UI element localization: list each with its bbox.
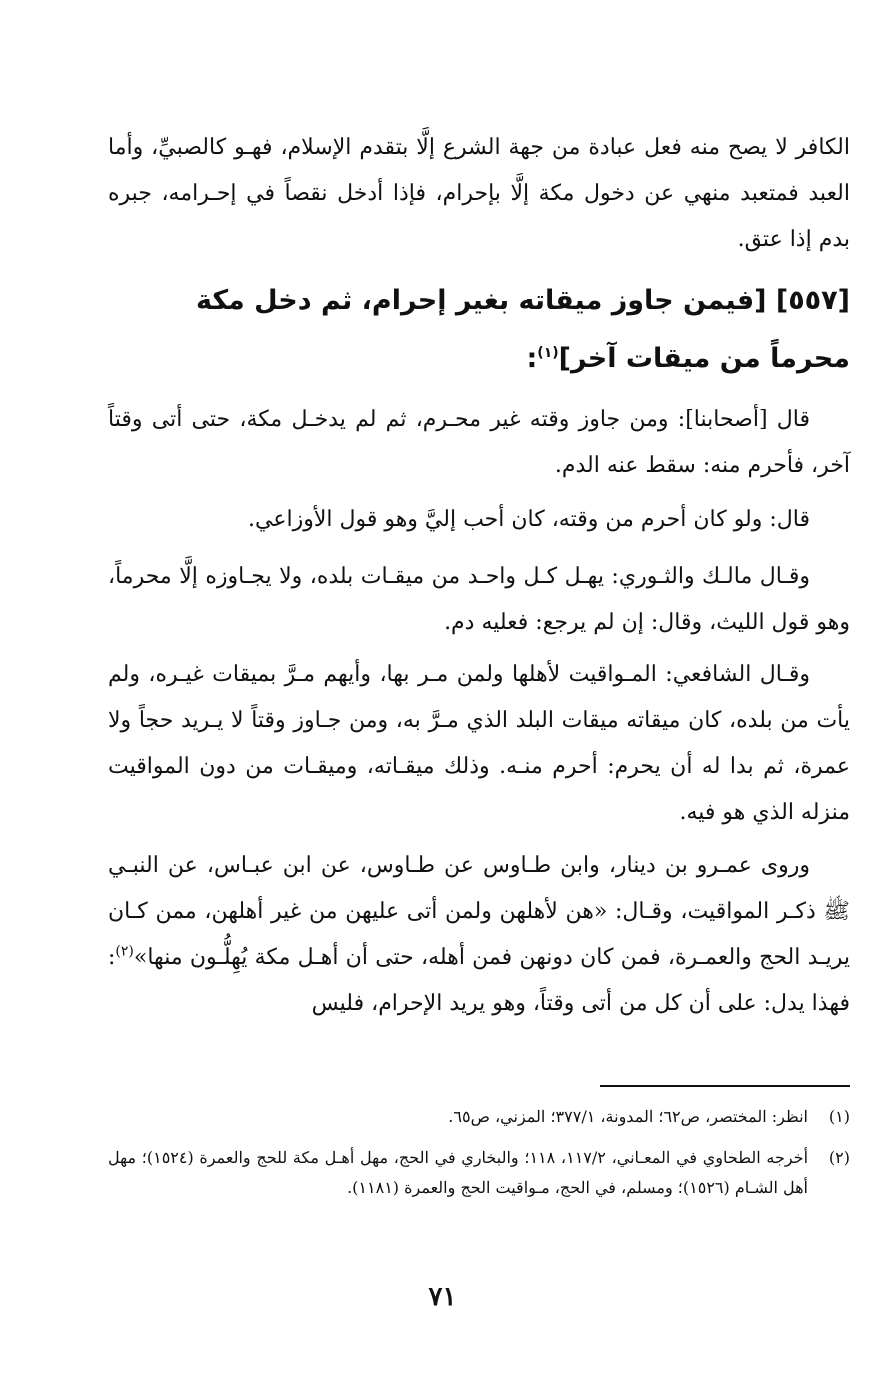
footnote-2 (108, 1143, 850, 1203)
paragraph-malik-thawri: وقـال مالـك والثـوري: يهـل كـل واحـد من ميقـات بلده، ولا يجـاوزه إلَّا محرماً، وهو قول الليث، وقال: إن لم يرجع: فعليه دم. (108, 564, 850, 635)
section-heading-tail: : (526, 343, 538, 374)
section-heading (108, 272, 850, 388)
footnote-1 (108, 1102, 850, 1132)
paragraph-shafii: وقـال الشافعي: المـواقيت لأهلها ولمن مـر بها، وأيهم مـرَّ بميقات غيـره، ولم يأت من بلده، كان ميقاته ميقات البلد الذي مـرَّ به، ومن جـاوز وقتاً لا يـريد حجاً ولا عمرة، ثم بدا له أن يحرم: أحرم منـه. وذلك ميقـاته، وميقـات من دون المواقيت منزله الذي هو فيه. (108, 662, 850, 825)
page-number: ٧١ (428, 1282, 457, 1312)
footnote-text: أخرجه الطحاوي في المعـاني، ١١٧/٢، ١١٨؛ والبخاري في الحج، مهل أهـل مكة للحج والعمرة (١٥٢٤)؛ مهل أهل الشـام (١٥٢٦)؛ ومسلم، في الحج، مـواقيت الحج والعمرة (١١٨١). (108, 1148, 809, 1197)
footnote-number: (٢) (828, 1148, 850, 1167)
paragraph-hadith-text: وروى عمـرو بن دينار، وابن طـاوس عن طـاوس، عن ابن عبـاس، عن النبـي ﷺ ذكـر المواقيت، وقـال: «هن لأهلهن ولمن أتى عليهن من غير أهلهن، ممن كـان يريـد الحج والعمـرة، فمن كان دونهن فمن أهله، حتى أن أهـل مكة يُهِلُّـون منها» (108, 853, 850, 970)
document-page (108, 0, 850, 1380)
paragraph-hadith (108, 843, 850, 1027)
section-heading-text: [٥٥٧] [فيمن جاوز ميقاته بغير إحرام، ثم دخل مكة محرماً من ميقات آخر] (195, 285, 850, 374)
paragraph-opening: الكافر لا يصح منه فعل عبادة من جهة الشرع إلَّا بتقدم الإسلام، فهـو كالصبيِّ، وأما العبد فمتعبد منهي عن دخول مكة إلَّا بإحرام، فإذا أدخل نقصاً في إحـرامه، جبره بدم إذا عتق. (108, 135, 850, 252)
footnote-marker-1: (١) (537, 345, 559, 361)
footnote-number: (١) (828, 1107, 850, 1126)
paragraph-awzai: قال: ولو كان أحرم من وقته، كان أحب إليَّ وهو قول الأوزاعي. (248, 507, 810, 532)
footnote-divider (600, 1085, 850, 1087)
footnote-text: انظر: المختصر، ص٦٢؛ المدونة، ٣٧٧/١؛ المزني، ص٦٥. (448, 1107, 808, 1126)
footnote-marker-2: (٢) (115, 943, 134, 960)
paragraph-hadith-tail: : فهذا يدل: على أن كل من أتى وقتاً، وهو يريد الإحرام، فليس (108, 945, 850, 1016)
paragraph-ashabuna: قال [أصحابنا]: ومن جاوز وقته غير محـرم، ثم لم يدخـل مكة، حتى أتى وقتاً آخر، فأحرم منه: سقط عنه الدم. (108, 407, 850, 478)
